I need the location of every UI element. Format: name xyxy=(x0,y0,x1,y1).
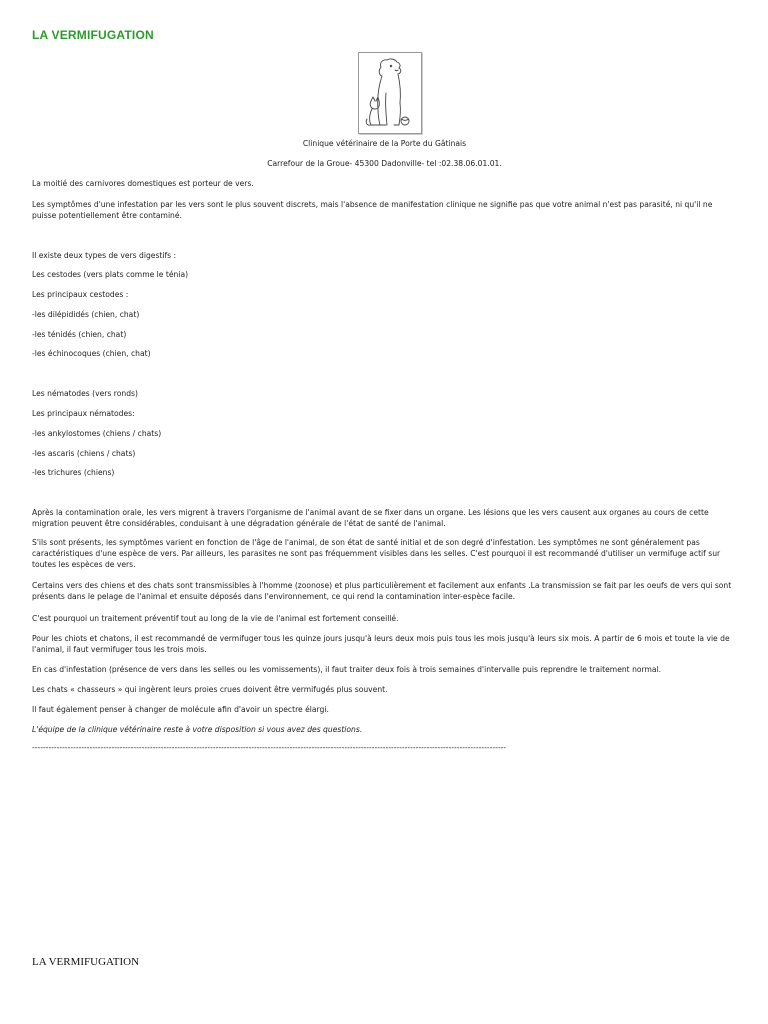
intro-section xyxy=(32,178,737,189)
paragraph: Il faut également penser à changer de molécule afin d'avoir un spectre élargi. xyxy=(32,705,329,714)
closing-note xyxy=(32,724,737,735)
paragraph: Il existe deux types de vers digestifs : xyxy=(32,251,177,260)
list-item xyxy=(32,289,737,300)
list-item xyxy=(32,348,737,359)
paragraph: S'ils sont présents, les symptômes varient en fonction de l'âge de l'animal, de son état de santé initial et de son degré d'infestation. Les symptômes ne sont généralement pas caractéristiques d'une espèce de vers. Par ailleurs, les parasites ne sont pas fréquemment visibles dans les selles. C'est pourquoi il est recommandé d'utiliser un vermifuge actif sur toutes les espèces de vers. xyxy=(32,538,721,569)
list-item xyxy=(32,448,737,459)
closing-text: L'équipe de la clinique vétérinaire reste à votre disposition si vous avez des questions. xyxy=(32,725,363,734)
list-text: -les ankylostomes (chiens / chats) xyxy=(32,429,162,438)
separator-line xyxy=(32,742,737,753)
clinic-logo xyxy=(358,52,422,134)
paragraph: C'est pourquoi un traitement préventif tout au long de la vie de l'animal est fortement conseillé. xyxy=(32,614,399,623)
paragraph: En cas d'infestation (présence de vers dans les selles ou les vomissements), il faut traiter deux fois à trois semaines d'intervalle puis reprendre le traitement normal. xyxy=(32,665,662,674)
list-text: Les principaux nématodes: xyxy=(32,409,135,418)
cestodes-section xyxy=(32,250,737,261)
list-item xyxy=(32,269,737,280)
page-title: LA VERMIFUGATION xyxy=(32,28,154,42)
paragraph: Les symptômes d'une infestation par les vers sont le plus souvent discrets, mais l'absence de manifestation clinique ne signifie pas que votre animal n'est pas parasité, ni qu'il ne puisse potentiellement être contaminé. xyxy=(32,200,713,220)
intro-section-2 xyxy=(32,199,737,221)
paragraph-block xyxy=(32,704,737,715)
paragraph-block xyxy=(32,633,737,655)
paragraph: Certains vers des chiens et des chats sont transmissibles à l'homme (zoonose) et plus particulièrement et facilement aux enfants .La transmission se fait par les oeufs de vers qui sont présents dans le pelage de l'animal et ensuite déposés dans l'environnement, ce qui rend la contamination inter-espèce facile. xyxy=(32,581,732,601)
list-item xyxy=(32,467,737,478)
list-item xyxy=(32,388,737,399)
list-item xyxy=(32,309,737,320)
dog-and-cat-icon xyxy=(359,53,421,133)
paragraph: La moitié des carnivores domestiques est porteur de vers. xyxy=(32,179,254,188)
paragraph-block xyxy=(32,507,737,529)
list-text: Les principaux cestodes : xyxy=(32,290,129,299)
paragraph-block xyxy=(32,613,737,624)
paragraph: Pour les chiots et chatons, il est recommandé de vermifuger tous les quinze jours jusqu'à leurs deux mois puis tous les mois jusqu'à leurs six mois. A partir de 6 mois et toute la vie de l'animal, il faut vermifuger tous les trois mois. xyxy=(32,634,730,654)
list-item xyxy=(32,329,737,340)
clinic-name: Clinique vétérinaire de la Porte du Gâtinais xyxy=(302,139,467,148)
paragraph-block xyxy=(32,684,737,695)
paragraph-block xyxy=(32,537,737,570)
list-text: -les ascaris (chiens / chats) xyxy=(32,449,136,458)
footer-title: LA VERMIFUGATION xyxy=(32,956,140,968)
clinic-address: Carrefour de la Groue- 45300 Dadonville- tel :02.38.06.01.01. xyxy=(267,159,502,168)
list-text: -les ténidés (chien, chat) xyxy=(32,330,127,339)
list-text: Les nématodes (vers ronds) xyxy=(32,389,138,398)
list-item xyxy=(32,408,737,419)
list-item xyxy=(32,428,737,439)
paragraph: Les chats « chasseurs » qui ingèrent leurs proies crues doivent être vermifugés plus souvent. xyxy=(32,685,388,694)
paragraph-block xyxy=(32,664,737,675)
paragraph-block xyxy=(32,580,737,602)
list-text: Les cestodes (vers plats comme le ténia) xyxy=(32,270,189,279)
list-text: -les trichures (chiens) xyxy=(32,468,115,477)
list-text: -les dilépididés (chien, chat) xyxy=(32,310,140,319)
separator-text: ----------------------------------------------------------------------------------------------------------------------------------------------------------------------------- xyxy=(32,743,507,752)
paragraph: Après la contamination orale, les vers migrent à travers l'organisme de l'animal avant de se fixer dans un organe. Les lésions que les vers causent aux organes au cours de cette migration peuvent être considérables, conduisant à une dégradation générale de l'état de santé de l'animal. xyxy=(32,508,709,528)
list-text: -les échinocoques (chien, chat) xyxy=(32,349,151,358)
